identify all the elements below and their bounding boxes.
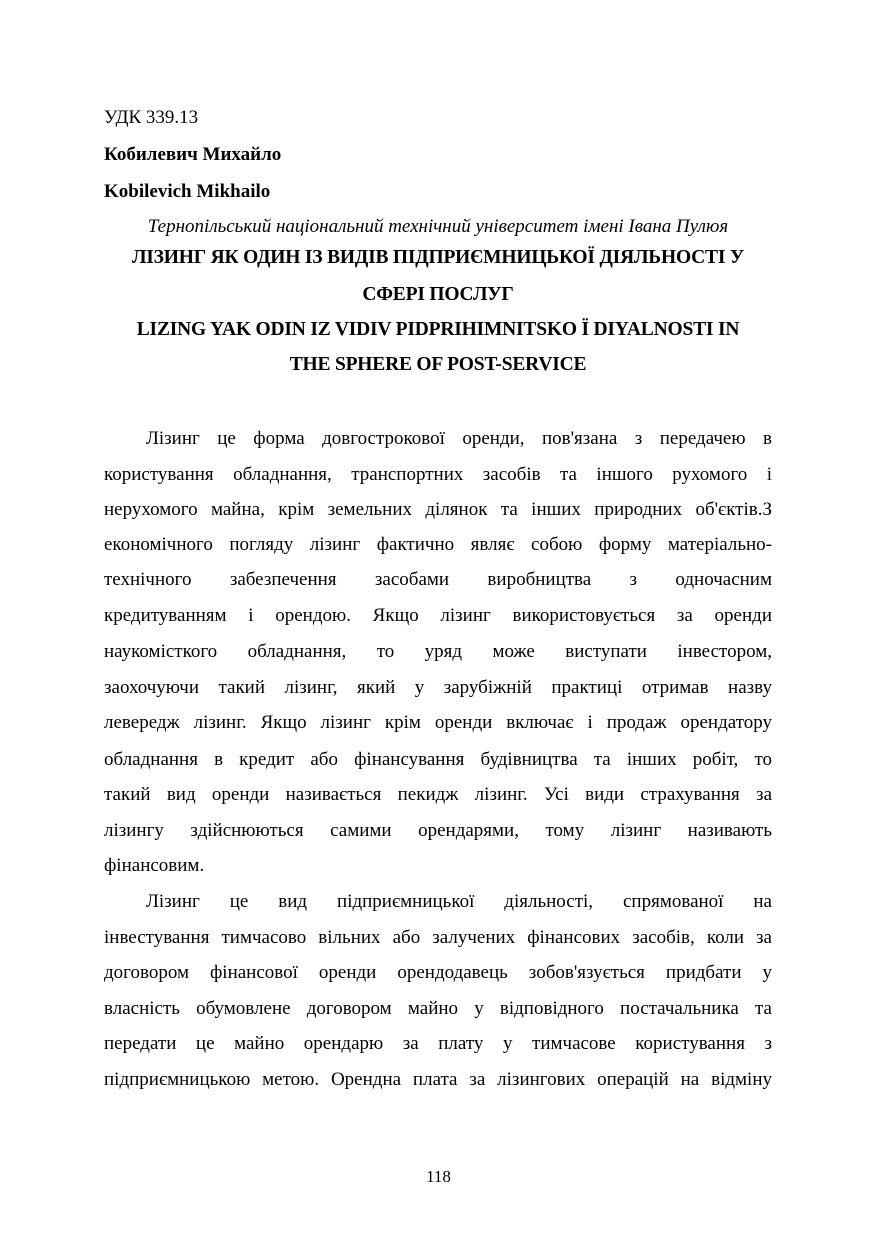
paragraph-line: Лізинг це вид підприємницької діяльності, спрямованої на [146,891,772,912]
paragraph-line: власність обумовлене договором майно у відповідного постачальника та [104,998,772,1019]
paragraph-line: користування обладнання, транспортних засобів та іншого рухомого і [104,464,772,485]
paragraph-line: договором фінансової оренди орендодавець зобов'язується придбати у [104,962,772,983]
paragraph-line: інвестування тимчасово вільних або залучених фінансових засобів, коли за [104,927,772,948]
paragraph-line: економічного погляду лізинг фактично являє собою форму матеріально- [104,534,772,555]
paragraph-line: Лізинг це форма довгострокової оренди, пов'язана з передачею в [146,428,772,449]
title-ukrainian-line-1: ЛІЗИНГ ЯК ОДИН ІЗ ВИДІВ ПІДПРИЄМНИЦЬКОЇ ДІЯЛЬНОСТІ У [131,247,745,268]
paragraph-line: підприємницькою метою. Орендна плата за лізингових операцій на відміну [104,1069,772,1090]
title-english-line-2: THE SPHERE OF POST-SERVICE [289,354,587,375]
page-number: 118 [426,1167,451,1186]
paragraph-line: левередж лізинг. Якщо лізинг крім оренди включає і продаж орендатору [104,712,772,733]
paragraph-line: обладнання в кредит або фінансування будівництва та інших робіт, то [104,749,772,770]
paragraph-line: нерухомого майна, крім земельних ділянок та інших природних об'єктів.З [104,499,772,520]
author-name-ukrainian: Кобилевич Михайло [104,144,282,165]
title-ukrainian-line-2: СФЕРІ ПОСЛУГ [362,284,514,305]
paragraph-line: кредитуванням і орендою. Якщо лізинг використовується за оренди [104,605,772,626]
title-english-line-1: LIZING YAK ODIN IZ VIDIV PIDPRIHIMNITSKO Ї DIYALNOSTI IN [136,319,740,340]
paragraph-line: технічного забезпечення засобами виробництва з одночасним [104,569,772,590]
paragraph-line: передати це майно орендарю за плату у тимчасове користування з [104,1033,772,1054]
author-affiliation: Тернопільський національний технічний університет імені Івана Пулюя [147,216,729,237]
paragraph-line: фінансовим. [104,855,205,876]
paragraph-line: наукомісткого обладнання, то уряд може виступати інвестором, [104,641,772,662]
paragraph-line: такий вид оренди називається пекидж лізинг. Усі види страхування за [104,784,772,805]
udc-code: УДК 339.13 [104,107,199,128]
author-name-english: Kobilevich Mikhailo [104,181,271,202]
paragraph-line: заохочуючи такий лізинг, який у зарубіжній практиці отримав назву [104,677,772,698]
paragraph-line: лізингу здійснюються самими орендарями, тому лізинг називають [104,820,772,841]
